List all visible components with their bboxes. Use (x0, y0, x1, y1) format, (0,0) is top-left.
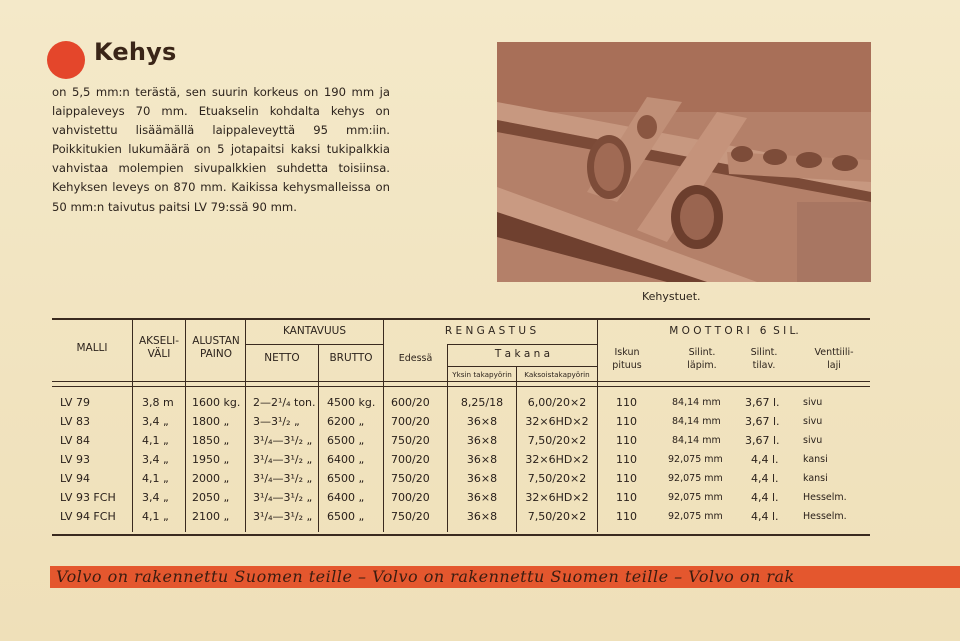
table-header-divider (52, 381, 870, 382)
cell-netto: 2—2¹/₄ ton. (253, 396, 316, 409)
cell-laji: Hesselm. (803, 492, 847, 503)
cell-akseli: 4,1 „ (142, 434, 169, 447)
cell-isku: 110 (616, 453, 637, 466)
cell-isku: 110 (616, 434, 637, 447)
slogan-text: Volvo on rakennettu Suomen teille – Volvo on rakennettu Suomen teille – Volvo on rak (56, 567, 795, 586)
cell-brutto: 6500 „ (327, 472, 365, 485)
cell-brutto: 6500 „ (327, 434, 365, 447)
cell-tilav: 4,4 l. (751, 453, 779, 466)
col-header-silint-tilav: Silint. tilav. (750, 347, 778, 371)
cell-akseli: 4,1 „ (142, 510, 169, 523)
cell-tilav: 4,4 l. (751, 472, 779, 485)
cell-kaksois: 6,00/20×2 (527, 396, 587, 409)
cell-kaksois: 7,50/20×2 (527, 510, 587, 523)
cell-yksin: 36×8 (466, 434, 498, 447)
cell-isku: 110 (616, 510, 637, 523)
cell-kaksois: 32×6HD×2 (525, 415, 589, 428)
cell-lapim: 92,075 mm (668, 492, 723, 503)
chassis-frame-photo (497, 42, 871, 282)
slogan-banner (50, 566, 960, 588)
cell-akseli: 3,4 „ (142, 491, 169, 504)
page-heading: Kehys (94, 38, 177, 66)
cell-tilav: 3,67 l. (745, 396, 780, 409)
cell-lapim: 84,14 mm (672, 416, 721, 427)
cell-edessa: 700/20 (391, 453, 430, 466)
cell-laji: kansi (803, 454, 828, 465)
cell-netto: 3¹/₄—3¹/₂ „ (253, 453, 313, 466)
cell-laji: sivu (803, 435, 823, 446)
cell-lapim: 92,075 mm (668, 454, 723, 465)
cell-akseli: 3,4 „ (142, 415, 169, 428)
col-header-malli: MALLI (76, 342, 108, 354)
cell-malli: LV 83 (60, 415, 90, 428)
col-header-akselivali: AKSELI- VÄLI (138, 335, 180, 360)
col-header-kantavuus: KANTAVUUS (282, 325, 347, 337)
cell-tilav: 3,67 l. (745, 434, 780, 447)
cell-brutto: 4500 kg. (327, 396, 376, 409)
col-header-iskun-pituus: Iskun pituus (612, 347, 642, 371)
cell-brutto: 6500 „ (327, 510, 365, 523)
cell-edessa: 700/20 (391, 415, 430, 428)
cell-akseli: 3,8 m (142, 396, 174, 409)
photo-caption: Kehystuet. (642, 290, 701, 303)
cell-paino: 1850 „ (192, 434, 230, 447)
cell-brutto: 6400 „ (327, 453, 365, 466)
cell-paino: 1600 kg. (192, 396, 241, 409)
cell-lapim: 84,14 mm (672, 435, 721, 446)
cell-netto: 3¹/₄—3¹/₂ „ (253, 491, 313, 504)
cell-netto: 3¹/₄—3¹/₂ „ (253, 510, 313, 523)
cell-kaksois: 32×6HD×2 (525, 453, 589, 466)
col-header-brutto: BRUTTO (329, 352, 373, 364)
cell-yksin: 36×8 (466, 472, 498, 485)
cell-isku: 110 (616, 396, 637, 409)
cell-tilav: 4,4 l. (751, 510, 779, 523)
cell-malli: LV 79 (60, 396, 90, 409)
cell-netto: 3¹/₄—3¹/₂ „ (253, 472, 313, 485)
col-header-venttiili-laji: Venttiili- laji (814, 347, 854, 371)
col-header-yksin: Yksin takapyörin (452, 370, 512, 379)
cell-lapim: 92,075 mm (668, 511, 723, 522)
cell-edessa: 750/20 (391, 510, 430, 523)
cell-malli: LV 94 FCH (60, 510, 116, 523)
cell-tilav: 3,67 l. (745, 415, 780, 428)
cell-paino: 1800 „ (192, 415, 230, 428)
cell-akseli: 4,1 „ (142, 472, 169, 485)
cell-brutto: 6400 „ (327, 491, 365, 504)
intro-paragraph: on 5,5 mm:n terästä, sen suurin korkeus on 190 mm ja laippaleveys 70 mm. Etuakselin kohdalta kehys on vahvistettu lisäämällä laippaleveyttä 95 mm:iin. Poikkitukien lukumäärä on 5 jotapaitsi kaksi tukipalkkia vahvistaa molempien sivupalkkien suhdetta toisiinsa. Kehyksen leveys on 870 mm. Kaikissa kehysmalleissa on 50 mm:n taivutus paitsi LV 79:ssä 90 mm. (52, 85, 390, 214)
cell-paino: 1950 „ (192, 453, 230, 466)
cell-akseli: 3,4 „ (142, 453, 169, 466)
cell-yksin: 36×8 (466, 453, 498, 466)
cell-edessa: 750/20 (391, 472, 430, 485)
cell-malli: LV 94 (60, 472, 90, 485)
cell-brutto: 6200 „ (327, 415, 365, 428)
cell-laji: Hesselm. (803, 511, 847, 522)
cell-lapim: 92,075 mm (668, 473, 723, 484)
cell-lapim: 84,14 mm (672, 397, 721, 408)
cell-isku: 110 (616, 415, 637, 428)
cell-malli: LV 84 (60, 434, 90, 447)
cell-yksin: 36×8 (466, 491, 498, 504)
cell-tilav: 4,4 l. (751, 491, 779, 504)
col-header-netto: NETTO (264, 352, 300, 364)
cell-yksin: 36×8 (466, 415, 498, 428)
cell-edessa: 750/20 (391, 434, 430, 447)
red-bullet-icon (47, 41, 85, 79)
cell-isku: 110 (616, 491, 637, 504)
cell-paino: 2100 „ (192, 510, 230, 523)
cell-yksin: 8,25/18 (460, 396, 504, 409)
cell-paino: 2000 „ (192, 472, 230, 485)
cell-netto: 3¹/₄—3¹/₂ „ (253, 434, 313, 447)
col-header-moottori: M O O T T O R I 6 S I L. (669, 325, 799, 337)
cell-laji: sivu (803, 416, 823, 427)
col-header-alustan-paino: ALUSTAN PAINO (192, 335, 240, 360)
cell-edessa: 600/20 (391, 396, 430, 409)
cell-malli: LV 93 (60, 453, 90, 466)
cell-laji: kansi (803, 473, 828, 484)
cell-kaksois: 32×6HD×2 (525, 491, 589, 504)
col-header-takana: T a k a n a (494, 348, 551, 360)
cell-kaksois: 7,50/20×2 (527, 472, 587, 485)
cell-isku: 110 (616, 472, 637, 485)
col-header-silint-lapim: Silint. läpim. (687, 347, 717, 371)
col-header-rengastus: R E N G A S T U S (444, 325, 537, 337)
cell-edessa: 700/20 (391, 491, 430, 504)
cell-kaksois: 7,50/20×2 (527, 434, 587, 447)
col-header-edessa: Edessä (398, 353, 433, 364)
col-header-kaksois: Kaksoistakapyörin (524, 370, 590, 379)
table-header-divider (52, 386, 870, 387)
cell-yksin: 36×8 (466, 510, 498, 523)
cell-malli: LV 93 FCH (60, 491, 116, 504)
cell-netto: 3—3¹/₂ „ (253, 415, 300, 428)
cell-laji: sivu (803, 397, 823, 408)
cell-paino: 2050 „ (192, 491, 230, 504)
